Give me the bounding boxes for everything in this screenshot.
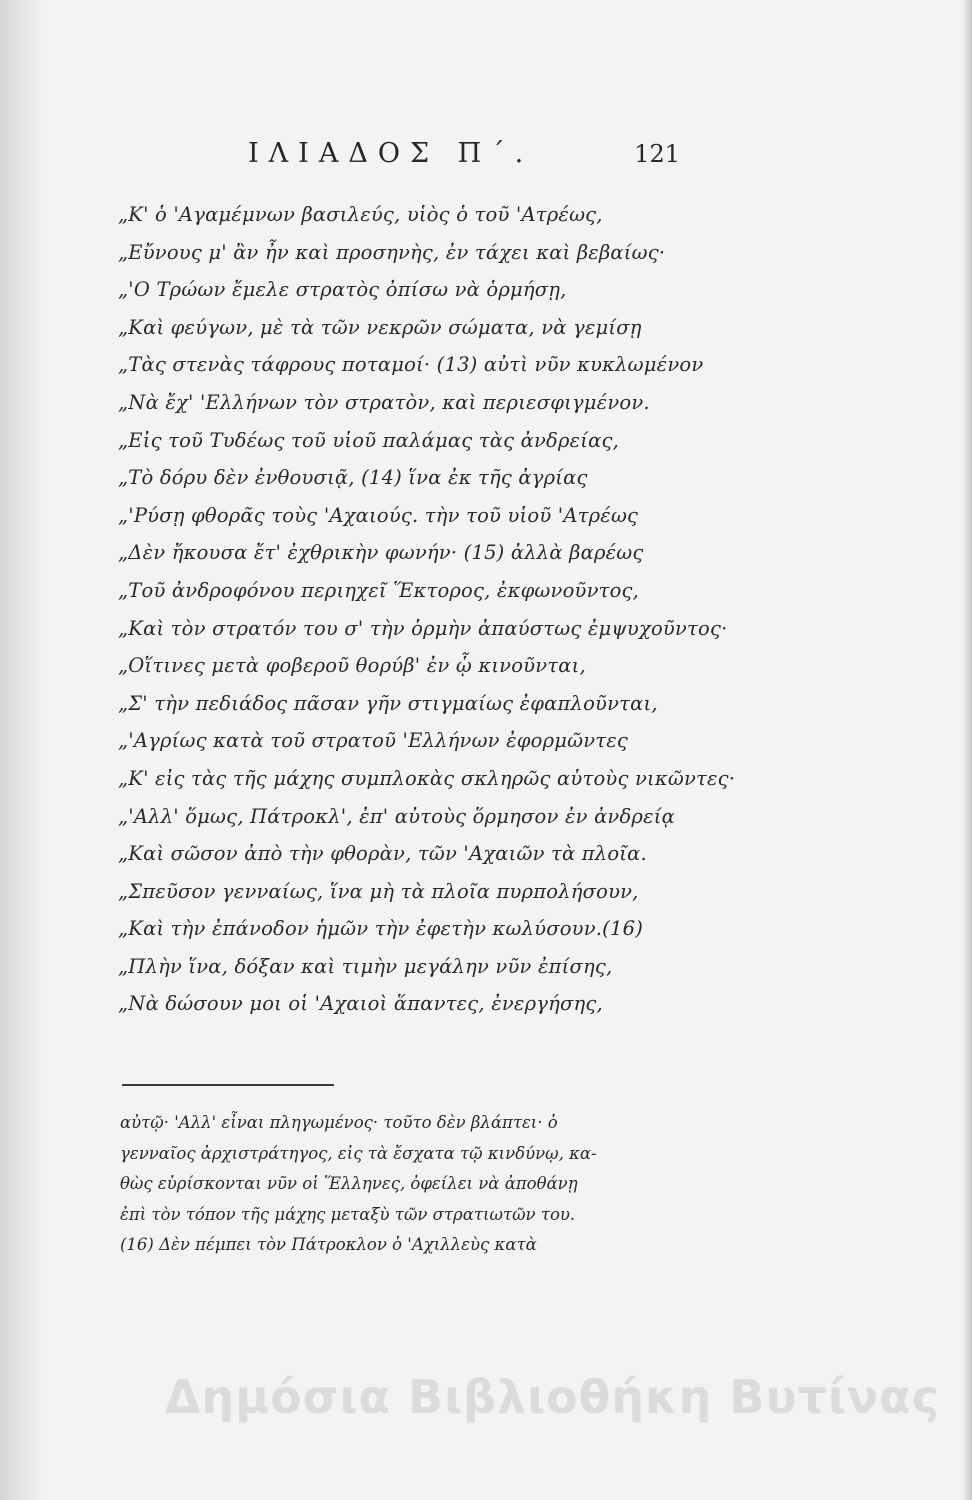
verse-line: „Οἵτινες μετὰ φοβεροῦ θορύβ' ἐν ᾧ κινοῦνται, xyxy=(118,654,586,678)
footnote-line: (16) Δὲν πέμπει τὸν Πάτροκλον ὁ 'Αχιλλεὺς κατὰ xyxy=(120,1235,537,1254)
verse-line: „Τοῦ ἀνδροφόνου περιηχεῖ Ἕκτορος, ἐκφωνοῦντος, xyxy=(118,578,640,602)
verse-line: „Σπεῦσον γενναίως, ἵνα μὴ τὰ πλοῖα πυρπολήσουν, xyxy=(118,879,639,903)
verse-line: „Σ' τὴν πεδιάδος πᾶσαν γῆν στιγμαίως ἐφαπλοῦνται, xyxy=(118,691,658,715)
page-header xyxy=(120,138,680,178)
verse-line: „Τὰς στενὰς τάφρους ποταμοί· (13) αὐτὶ νῦν κυκλωμένον xyxy=(118,353,704,377)
verse-line: „Καὶ τὴν ἐπάνοδον ἡμῶν τὴν ἐφετὴν κωλύσουν.(16) xyxy=(118,917,644,941)
library-watermark: Δημόσια Βιβλιοθήκη Βυτίνας xyxy=(164,1370,940,1424)
verse-line: „'Ο Τρώων ἔμελε στρατὸς ὀπίσω νὰ ὁρμήσῃ, xyxy=(118,278,567,302)
footnote-line: αὐτῷ· 'Αλλ' εἶναι πληγωμένος· τοῦτο δὲν βλάπτει· ὁ xyxy=(120,1113,558,1132)
footnote-line: θὼς εὑρίσκονται νῦν οἱ Ἕλληνες, ὀφείλει νὰ ἀποθάνῃ xyxy=(120,1174,578,1193)
page-number: 121 xyxy=(634,140,680,168)
verse-line: „'Αλλ' ὅμως, Πάτροκλ', ἐπ' αὐτοὺς ὅρμησον ἐν ἀνδρείᾳ xyxy=(118,804,675,828)
verse-line: „Καὶ τὸν στρατόν του σ' τὴν ὁρμὴν ἀπαύστως ἐμψυχοῦντος· xyxy=(118,616,728,640)
footnote-line: ἐπὶ τὸν τόπον τῆς μάχης μεταξὺ τῶν στρατιωτῶν του. xyxy=(120,1204,576,1224)
verse-line: „Νὰ ἔχ' 'Ελλήνων τὸν στρατὸν, καὶ περιεσφιγμένον. xyxy=(118,390,650,414)
verse-line: „Δὲν ἤκουσα ἔτ' ἐχθρικὴν φωνήν· (15) ἀλλὰ βαρέως xyxy=(118,541,644,565)
verse-line: „'Αγρίως κατὰ τοῦ στρατοῦ 'Ελλήνων ἐφορμῶντες xyxy=(118,729,629,753)
running-title: ΙΛΙΑΔΟΣ Π΄. xyxy=(248,138,534,169)
footnotes xyxy=(120,1108,720,1261)
verse-line: „Νὰ δώσουν μοι οἱ 'Αχαιοὶ ἅπαντες, ἐνεργήσης, xyxy=(118,992,603,1016)
verse-line: „Καὶ σῶσον ἀπὸ τὴν φθορὰν, τῶν 'Αχαιῶν τὰ πλοῖα. xyxy=(118,842,647,866)
verse-line: „Τὸ δόρυ δὲν ἐνθουσιᾷ, (14) ἵνα ἐκ τῆς ἀγρίας xyxy=(118,466,588,490)
verse-line: „Εὔνους μ' ἂν ἦν καὶ προσηνὴς, ἐν τάχει καὶ βεβαίως· xyxy=(118,240,666,264)
verse-line: „Καὶ φεύγων, μὲ τὰ τῶν νεκρῶν σώματα, νὰ γεμίσῃ xyxy=(118,315,642,339)
verse-line: „Πλὴν ἵνα, δόξαν καὶ τιμὴν μεγάλην νῦν ἐπίσης, xyxy=(118,954,613,978)
verse-line: „Εἰς τοῦ Τυδέως τοῦ υἱοῦ παλάμας τὰς ἀνδρείας, xyxy=(118,428,620,452)
verse-text xyxy=(118,196,736,1023)
verse-line: „Κ' εἰς τὰς τῆς μάχης συμπλοκὰς σκληρῶς αὐτοὺς νικῶντες· xyxy=(118,766,736,790)
footnote-line: γενναῖος ἀρχιστράτηγος, εἰς τὰ ἔσχατα τῷ κινδύνῳ, κα- xyxy=(120,1143,597,1163)
footnote-separator xyxy=(122,1084,334,1086)
verse-line: „'Ρύσῃ φθορᾶς τοὺς 'Αχαιούς. τὴν τοῦ υἱοῦ 'Ατρέως xyxy=(118,503,639,527)
verse-line: „Κ' ὁ 'Αγαμέμνων βασιλεύς, υἱὸς ὁ τοῦ 'Ατρέως, xyxy=(118,203,603,226)
